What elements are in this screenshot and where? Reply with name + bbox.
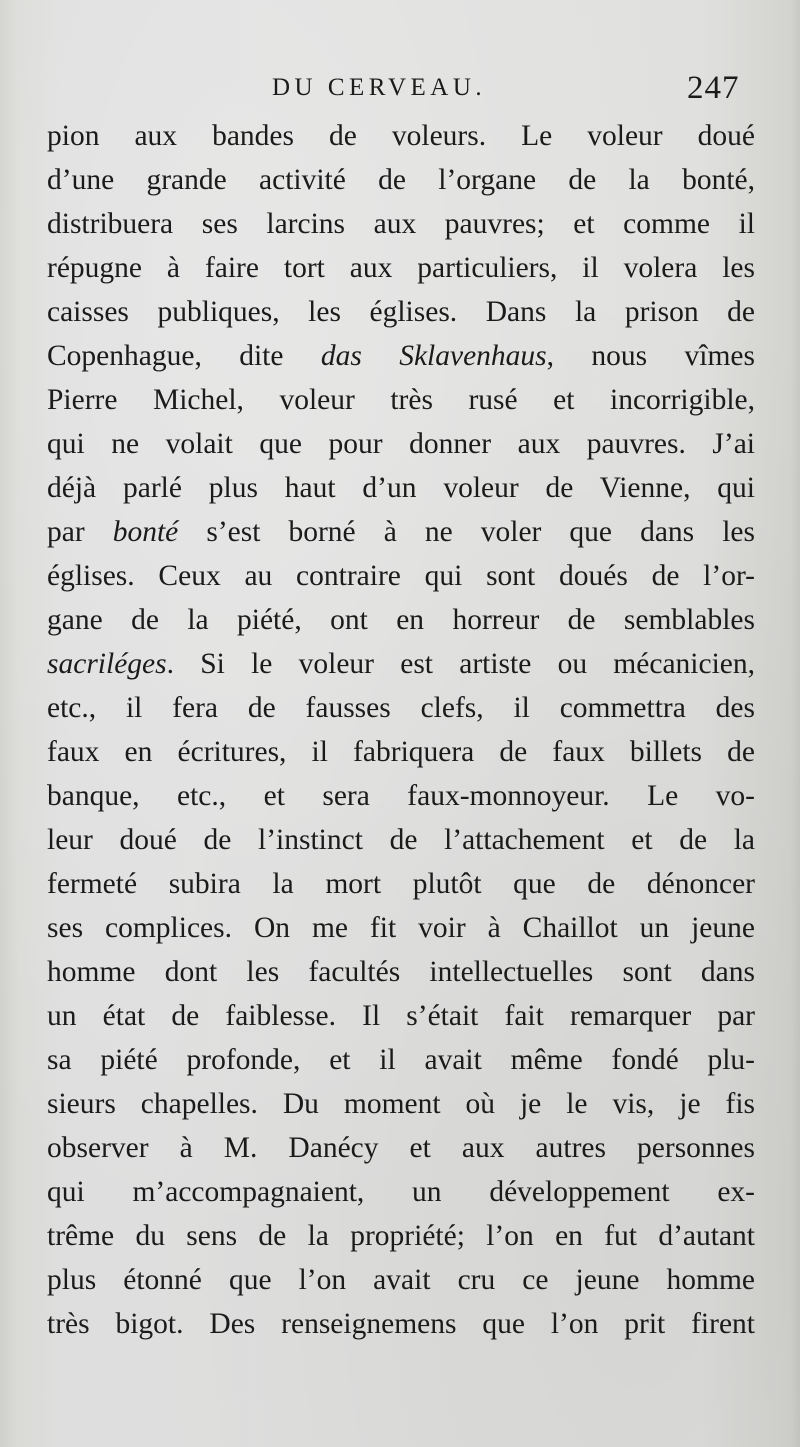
text-segment: banque, etc., et sera faux-monnoyeur. Le vo- <box>47 780 755 812</box>
text-segment: , nous vîmes <box>546 340 756 372</box>
text-segment: Copenhague, dite <box>47 340 321 372</box>
text-segment: qui ne volait que pour donner aux pauvres. J’ai <box>47 428 755 460</box>
italic-text: sacriléges <box>47 648 167 680</box>
text-line <box>47 950 755 994</box>
text-segment: leur doué de l’instinct de l’attachement et de la <box>47 824 755 856</box>
text-line <box>47 862 755 906</box>
running-head: DU CERVEAU. <box>272 74 487 101</box>
text-line <box>47 906 755 950</box>
text-line <box>47 686 755 730</box>
text-line <box>47 1126 755 1170</box>
text-segment: caisses publiques, les églises. Dans la prison de <box>47 296 755 328</box>
text-segment: églises. Ceux au contraire qui sont doués de l’or- <box>47 560 755 592</box>
text-segment: . Si le voleur est artiste ou mécanicien, <box>166 648 755 680</box>
text-line <box>47 598 755 642</box>
text-segment: d’une grande activité de l’organe de la bonté, <box>47 164 755 196</box>
text-segment: sa piété profonde, et il avait même fondé plu- <box>47 1044 755 1076</box>
text-line <box>47 1214 755 1258</box>
text-segment: très bigot. Des renseignemens que l’on prit firent <box>47 1308 755 1340</box>
body-text <box>47 114 755 1346</box>
text-segment: ses complices. On me fit voir à Chaillot un jeune <box>47 912 755 944</box>
text-segment: homme dont les facultés intellectuelles sont dans <box>47 956 755 988</box>
text-line <box>47 1082 755 1126</box>
text-segment: etc., il fera de fausses clefs, il commettra des <box>47 692 755 724</box>
text-segment: Pierre Michel, voleur très rusé et incorrigible, <box>47 384 755 416</box>
text-segment: par <box>47 516 113 548</box>
text-segment: gane de la piété, ont en horreur de semblables <box>47 604 755 636</box>
text-line <box>47 554 755 598</box>
text-line <box>47 378 755 422</box>
italic-text: das Sklavenhaus <box>320 340 547 372</box>
page-number: 247 <box>687 70 740 106</box>
text-segment: fermeté subira la mort plutôt que de dénoncer <box>47 868 755 900</box>
text-line <box>47 114 755 158</box>
italic-text: bonté <box>112 516 179 548</box>
text-segment: trême du sens de la propriété; l’on en fut d’autant <box>47 1220 755 1252</box>
text-segment: qui m’accompagnaient, un développement ex- <box>47 1176 755 1208</box>
text-line <box>47 334 755 378</box>
text-line <box>47 818 755 862</box>
text-segment: s’est borné à ne voler que dans les <box>178 516 755 548</box>
text-line <box>47 1170 755 1214</box>
text-line <box>47 246 755 290</box>
text-segment: distribuera ses larcins aux pauvres; et comme il <box>47 208 755 240</box>
text-line <box>47 510 755 554</box>
text-line <box>47 730 755 774</box>
text-line <box>47 158 755 202</box>
text-segment: pion aux bandes de voleurs. Le voleur doué <box>47 120 755 152</box>
text-segment: sieurs chapelles. Du moment où je le vis, je fis <box>47 1088 755 1120</box>
text-line <box>47 1302 755 1346</box>
text-line <box>47 422 755 466</box>
text-line <box>47 1258 755 1302</box>
text-segment: faux en écritures, il fabriquera de faux billets de <box>47 736 755 768</box>
text-line <box>47 1038 755 1082</box>
text-segment: répugne à faire tort aux particuliers, il volera les <box>47 252 755 284</box>
text-segment: observer à M. Danécy et aux autres personnes <box>47 1132 755 1164</box>
text-segment: plus étonné que l’on avait cru ce jeune homme <box>47 1264 755 1296</box>
text-segment: déjà parlé plus haut d’un voleur de Vienne, qui <box>47 472 755 504</box>
text-line <box>47 202 755 246</box>
text-line <box>47 994 755 1038</box>
text-line <box>47 466 755 510</box>
text-line <box>47 290 755 334</box>
text-segment: un état de faiblesse. Il s’était fait remarquer par <box>47 1000 755 1032</box>
text-line <box>47 774 755 818</box>
text-line <box>47 642 755 686</box>
page-header <box>0 68 800 108</box>
